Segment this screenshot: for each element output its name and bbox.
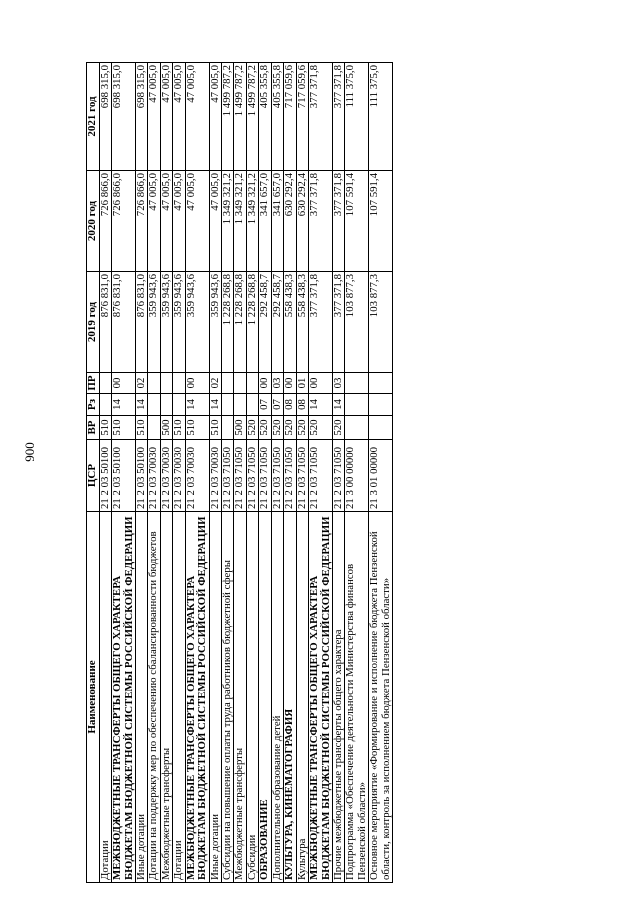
cell-csr: 21 2 03 70030 bbox=[148, 440, 160, 512]
cell-2019: 377 371,8 bbox=[332, 272, 344, 373]
rotated-page bbox=[86, 63, 556, 883]
cell-2021: 377 371,8 bbox=[309, 63, 333, 171]
cell-2019: 558 438,3 bbox=[296, 272, 308, 373]
cell-vr: 520 bbox=[284, 416, 296, 440]
table-row bbox=[222, 63, 234, 883]
table-row bbox=[99, 63, 111, 883]
cell-2020: 726 866,0 bbox=[112, 171, 136, 272]
cell-2021: 717 059,6 bbox=[284, 63, 296, 171]
cell-vr: 520 bbox=[271, 416, 283, 440]
cell-vr: 510 bbox=[99, 416, 111, 440]
cell-2020: 377 371,8 bbox=[309, 171, 333, 272]
table-row bbox=[284, 63, 296, 883]
cell-name: Прочие межбюджетные трансферты общего характера bbox=[332, 512, 344, 883]
cell-2019: 103 877,3 bbox=[369, 272, 393, 373]
table-row bbox=[185, 63, 209, 883]
cell-name: Дополнительное образование детей bbox=[271, 512, 283, 883]
header-vr: ВР bbox=[87, 416, 100, 440]
header-name: Наименование bbox=[87, 512, 100, 883]
cell-name: Дотации на поддержку мер по обеспечению сбалансированности бюджетов bbox=[148, 512, 160, 883]
cell-name: КУЛЬТУРА, КИНЕМАТОГРАФИЯ bbox=[284, 512, 296, 883]
header-rz: Рз bbox=[87, 394, 100, 416]
cell-2021: 47 005,0 bbox=[148, 63, 160, 171]
cell-pr: 00 bbox=[259, 373, 271, 394]
cell-vr: 520 bbox=[309, 416, 333, 440]
table-row bbox=[112, 63, 136, 883]
cell-rz bbox=[99, 394, 111, 416]
cell-csr: 21 2 03 50100 bbox=[135, 440, 147, 512]
header-row bbox=[87, 63, 100, 883]
cell-csr: 21 2 03 71050 bbox=[259, 440, 271, 512]
cell-pr: 00 bbox=[185, 373, 209, 394]
cell-rz bbox=[345, 394, 369, 416]
cell-csr: 21 2 03 71050 bbox=[271, 440, 283, 512]
cell-2020: 341 657,0 bbox=[259, 171, 271, 272]
cell-pr bbox=[160, 373, 172, 394]
cell-rz bbox=[246, 394, 258, 416]
cell-rz: 14 bbox=[135, 394, 147, 416]
cell-name: МЕЖБЮДЖЕТНЫЕ ТРАНСФЕРТЫ ОБЩЕГО ХАРАКТЕРА БЮДЖЕТАМ БЮДЖЕТНОЙ СИСТЕМЫ РОССИЙСКОЙ ФЕДЕРАЦИИ bbox=[112, 512, 136, 883]
cell-name: МЕЖБЮДЖЕТНЫЕ ТРАНСФЕРТЫ ОБЩЕГО ХАРАКТЕРА БЮДЖЕТАМ БЮДЖЕТНОЙ СИСТЕМЫ РОССИЙСКОЙ ФЕДЕРАЦИИ bbox=[309, 512, 333, 883]
cell-rz bbox=[234, 394, 246, 416]
cell-2019: 876 831,0 bbox=[135, 272, 147, 373]
table-row bbox=[160, 63, 172, 883]
header-pr: ПР bbox=[87, 373, 100, 394]
cell-2019: 292 458,7 bbox=[259, 272, 271, 373]
cell-pr: 00 bbox=[309, 373, 333, 394]
cell-2021: 1 499 787,2 bbox=[222, 63, 234, 171]
table-row bbox=[246, 63, 258, 883]
cell-vr: 510 bbox=[185, 416, 209, 440]
table-row bbox=[369, 63, 393, 883]
cell-csr: 21 2 03 71050 bbox=[234, 440, 246, 512]
header-2019: 2019 год bbox=[87, 272, 100, 373]
cell-csr: 21 2 03 70030 bbox=[209, 440, 221, 512]
table-row bbox=[209, 63, 221, 883]
cell-vr bbox=[369, 416, 393, 440]
cell-pr: 03 bbox=[271, 373, 283, 394]
cell-rz: 08 bbox=[296, 394, 308, 416]
cell-2021: 377 371,8 bbox=[332, 63, 344, 171]
cell-csr: 21 2 03 70030 bbox=[185, 440, 209, 512]
cell-2019: 876 831,0 bbox=[112, 272, 136, 373]
table-row bbox=[345, 63, 369, 883]
cell-vr: 510 bbox=[209, 416, 221, 440]
table-row bbox=[296, 63, 308, 883]
cell-2021: 47 005,0 bbox=[209, 63, 221, 171]
cell-name: Субсидии bbox=[246, 512, 258, 883]
cell-2021: 698 315,0 bbox=[99, 63, 111, 171]
cell-name: Подпрограмма «Обеспечение деятельности Министерства финансов Пензенской области» bbox=[345, 512, 369, 883]
cell-2021: 405 355,8 bbox=[259, 63, 271, 171]
cell-2019: 103 877,3 bbox=[345, 272, 369, 373]
cell-csr: 21 2 03 50100 bbox=[99, 440, 111, 512]
cell-name: Межбюджетные трансферты bbox=[234, 512, 246, 883]
budget-table bbox=[86, 62, 393, 883]
cell-2020: 47 005,0 bbox=[160, 171, 172, 272]
cell-rz bbox=[369, 394, 393, 416]
cell-2020: 47 005,0 bbox=[173, 171, 185, 272]
cell-pr: 02 bbox=[135, 373, 147, 394]
cell-pr bbox=[234, 373, 246, 394]
cell-2021: 47 005,0 bbox=[173, 63, 185, 171]
cell-vr: 510 bbox=[135, 416, 147, 440]
cell-2021: 405 355,8 bbox=[271, 63, 283, 171]
cell-2020: 1 349 321,2 bbox=[246, 171, 258, 272]
cell-name: Основное мероприятие «Формирование и исполнение бюджета Пензенской области, контроль за исполнением бюджета Пензенской области» bbox=[369, 512, 393, 883]
cell-rz: 14 bbox=[185, 394, 209, 416]
cell-csr: 21 2 03 71050 bbox=[284, 440, 296, 512]
table-row bbox=[271, 63, 283, 883]
cell-name: Иные дотации bbox=[135, 512, 147, 883]
cell-name: Межбюджетные трансферты bbox=[160, 512, 172, 883]
table-row bbox=[259, 63, 271, 883]
cell-vr: 500 bbox=[160, 416, 172, 440]
header-2021: 2021 год bbox=[87, 63, 100, 171]
cell-name: МЕЖБЮДЖЕТНЫЕ ТРАНСФЕРТЫ ОБЩЕГО ХАРАКТЕРА БЮДЖЕТАМ БЮДЖЕТНОЙ СИСТЕМЫ РОССИЙСКОЙ ФЕДЕРАЦИИ bbox=[185, 512, 209, 883]
cell-pr bbox=[173, 373, 185, 394]
cell-vr: 520 bbox=[332, 416, 344, 440]
cell-vr: 510 bbox=[173, 416, 185, 440]
cell-csr: 21 2 03 71050 bbox=[296, 440, 308, 512]
header-2020: 2020 год bbox=[87, 171, 100, 272]
cell-vr: 520 bbox=[259, 416, 271, 440]
cell-2019: 359 943,6 bbox=[209, 272, 221, 373]
cell-2020: 726 866,0 bbox=[99, 171, 111, 272]
cell-2021: 47 005,0 bbox=[185, 63, 209, 171]
page-number: 900 bbox=[22, 442, 37, 462]
cell-rz: 14 bbox=[209, 394, 221, 416]
cell-rz bbox=[173, 394, 185, 416]
cell-2019: 1 228 268,8 bbox=[234, 272, 246, 373]
table-body bbox=[99, 63, 393, 883]
cell-2021: 717 059,6 bbox=[296, 63, 308, 171]
cell-pr bbox=[369, 373, 393, 394]
header-csr: ЦСР bbox=[87, 440, 100, 512]
cell-vr bbox=[222, 416, 234, 440]
cell-pr bbox=[222, 373, 234, 394]
cell-vr bbox=[148, 416, 160, 440]
cell-2020: 630 292,4 bbox=[296, 171, 308, 272]
cell-2019: 359 943,6 bbox=[173, 272, 185, 373]
cell-2019: 1 228 268,8 bbox=[246, 272, 258, 373]
cell-2019: 876 831,0 bbox=[99, 272, 111, 373]
cell-csr: 21 2 03 71050 bbox=[309, 440, 333, 512]
cell-rz bbox=[222, 394, 234, 416]
cell-pr bbox=[148, 373, 160, 394]
cell-2019: 359 943,6 bbox=[160, 272, 172, 373]
cell-pr: 03 bbox=[332, 373, 344, 394]
cell-2019: 558 438,3 bbox=[284, 272, 296, 373]
cell-csr: 21 2 03 70030 bbox=[160, 440, 172, 512]
cell-pr bbox=[99, 373, 111, 394]
cell-2020: 377 371,8 bbox=[332, 171, 344, 272]
cell-2020: 47 005,0 bbox=[148, 171, 160, 272]
cell-2020: 1 349 321,2 bbox=[222, 171, 234, 272]
table-row bbox=[234, 63, 246, 883]
cell-2021: 111 375,0 bbox=[369, 63, 393, 171]
cell-vr: 510 bbox=[112, 416, 136, 440]
table-row bbox=[309, 63, 333, 883]
cell-csr: 21 2 03 70030 bbox=[173, 440, 185, 512]
table-row bbox=[332, 63, 344, 883]
cell-2020: 341 657,0 bbox=[271, 171, 283, 272]
cell-rz: 14 bbox=[309, 394, 333, 416]
cell-name: Иные дотации bbox=[209, 512, 221, 883]
cell-2020: 726 866,0 bbox=[135, 171, 147, 272]
cell-rz: 07 bbox=[271, 394, 283, 416]
cell-rz bbox=[160, 394, 172, 416]
cell-pr: 00 bbox=[284, 373, 296, 394]
cell-pr bbox=[246, 373, 258, 394]
cell-csr: 21 2 03 71050 bbox=[222, 440, 234, 512]
cell-name: ОБРАЗОВАНИЕ bbox=[259, 512, 271, 883]
cell-2019: 359 943,6 bbox=[148, 272, 160, 373]
cell-2020: 630 292,4 bbox=[284, 171, 296, 272]
table-row bbox=[148, 63, 160, 883]
cell-vr: 500 bbox=[234, 416, 246, 440]
cell-csr: 21 3 00 00000 bbox=[345, 440, 369, 512]
cell-2021: 698 315,0 bbox=[112, 63, 136, 171]
cell-rz bbox=[148, 394, 160, 416]
cell-2019: 1 228 268,8 bbox=[222, 272, 234, 373]
cell-2021: 698 315,0 bbox=[135, 63, 147, 171]
cell-2020: 47 005,0 bbox=[209, 171, 221, 272]
cell-2019: 377 371,8 bbox=[309, 272, 333, 373]
cell-2020: 47 005,0 bbox=[185, 171, 209, 272]
cell-2021: 1 499 787,2 bbox=[234, 63, 246, 171]
cell-2021: 1 499 787,2 bbox=[246, 63, 258, 171]
cell-vr: 520 bbox=[296, 416, 308, 440]
cell-vr: 520 bbox=[246, 416, 258, 440]
cell-csr: 21 2 03 71050 bbox=[246, 440, 258, 512]
cell-name: Дотации bbox=[173, 512, 185, 883]
cell-rz: 07 bbox=[259, 394, 271, 416]
cell-2020: 107 591,4 bbox=[345, 171, 369, 272]
cell-name: Субсидии на повышение оплаты труда работников бюджетной сферы bbox=[222, 512, 234, 883]
cell-csr: 21 2 03 50100 bbox=[112, 440, 136, 512]
cell-pr: 00 bbox=[112, 373, 136, 394]
cell-pr bbox=[345, 373, 369, 394]
cell-name: Дотации bbox=[99, 512, 111, 883]
cell-2020: 107 591,4 bbox=[369, 171, 393, 272]
cell-2021: 47 005,0 bbox=[160, 63, 172, 171]
table-row bbox=[135, 63, 147, 883]
cell-pr: 02 bbox=[209, 373, 221, 394]
cell-2019: 359 943,6 bbox=[185, 272, 209, 373]
cell-rz: 14 bbox=[332, 394, 344, 416]
table-row bbox=[173, 63, 185, 883]
cell-rz: 08 bbox=[284, 394, 296, 416]
cell-2020: 1 349 321,2 bbox=[234, 171, 246, 272]
cell-name: Культура bbox=[296, 512, 308, 883]
cell-csr: 21 3 01 00000 bbox=[369, 440, 393, 512]
cell-2021: 111 375,0 bbox=[345, 63, 369, 171]
cell-2019: 292 458,7 bbox=[271, 272, 283, 373]
cell-vr bbox=[345, 416, 369, 440]
cell-rz: 14 bbox=[112, 394, 136, 416]
cell-pr: 01 bbox=[296, 373, 308, 394]
cell-csr: 21 2 03 71050 bbox=[332, 440, 344, 512]
